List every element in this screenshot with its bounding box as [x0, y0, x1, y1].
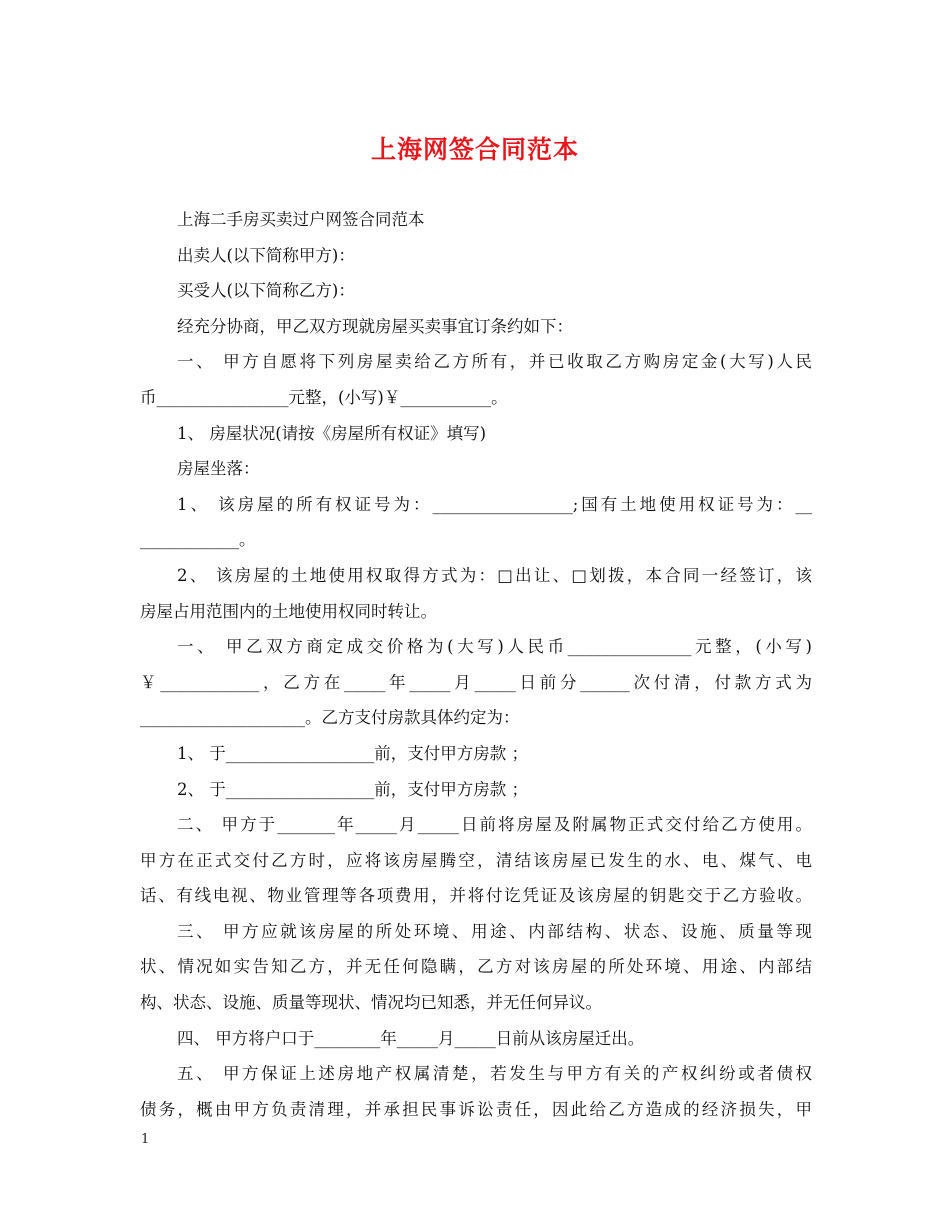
price-line-1: 一、 甲乙双方商定成交价格为(大写)人民币_______________元整，(小写) — [177, 637, 812, 657]
warranty-line-1: 五、 甲方保证上述房地产权属清楚，若发生与甲方有关的产权纠纷或者债权 — [177, 1064, 812, 1084]
house-status-line: 1、 房屋状况(请按《房屋所有权证》填写) — [177, 423, 487, 443]
certificate-line-1: 1、 该房屋的所有权证号为：_________________;国有土地使用权证号为：__ — [177, 494, 812, 514]
price-line-3: ____________________。乙方支付房款具体约定为： — [140, 708, 520, 728]
disclosure-line-3: 构、状态、设施、质量等现状、情况均已知悉，并无任何异议。 — [140, 993, 602, 1013]
payment-line-2: 2、 于__________________前，支付甲方房款 ； — [177, 779, 528, 799]
document-title: 上海网签合同范本 — [370, 135, 579, 164]
household-line: 四、 甲方将户口于________年_____月_____日前从该房屋迁出。 — [177, 1028, 645, 1048]
clause-1-line-1: 一、 甲方自愿将下列房屋卖给乙方所有，并已收取乙方购房定金(大写)人民 — [177, 352, 812, 372]
clause-1-line-2: 币________________元整，(小写)￥___________。 — [140, 387, 508, 407]
document-body — [140, 202, 812, 1127]
disclosure-line-1: 三、 甲方应就该房屋的所处环境、用途、内部结构、状态、设施、质量等现 — [177, 921, 812, 941]
subtitle-line: 上海二手房买卖过户网签合同范本 — [177, 210, 425, 229]
buyer-line: 买受人(以下简称乙方)： — [177, 281, 355, 301]
delivery-line-3: 话、有线电视、物业管理等各项费用，并将付讫凭证及该房屋的钥匙交于乙方验收。 — [140, 886, 812, 906]
house-location-line: 房屋坐落： — [177, 459, 260, 479]
warranty-line-2: 债务，概由甲方负责清理，并承担民事诉讼责任，因此给乙方造成的经济损失，甲 — [140, 1099, 812, 1119]
certificate-line-2: ____________。 — [140, 530, 256, 550]
delivery-line-1: 二、 甲方于_______年_____月_____日前将房屋及附属物正式交付给乙方使用。 — [177, 815, 812, 835]
price-line-2: ￥____________，乙方在_____年_____月_____日前分______次付清，付款方式为 — [140, 672, 812, 692]
land-use-line-1: 2、 该房屋的土地使用权取得方式为：□出让、□划拨，本合同一经签订，该 — [177, 565, 812, 585]
seller-line: 出卖人(以下简称甲方)： — [177, 245, 355, 265]
page-number: 1 — [141, 1132, 150, 1147]
land-use-line-2: 房屋占用范围内的土地使用权同时转让。 — [140, 601, 437, 621]
intro-line: 经充分协商，甲乙双方现就房屋买卖事宜订条约如下： — [177, 316, 573, 336]
disclosure-line-2: 状、情况如实告知乙方，并无任何隐瞒，乙方对该房屋的所处环境、用途、内部结 — [140, 957, 812, 977]
payment-line-1: 1、 于__________________前，支付甲方房款 ； — [177, 743, 528, 763]
delivery-line-2: 甲方在正式交付乙方时，应将该房屋腾空，清结该房屋已发生的水、电、煤气、电 — [140, 850, 812, 870]
